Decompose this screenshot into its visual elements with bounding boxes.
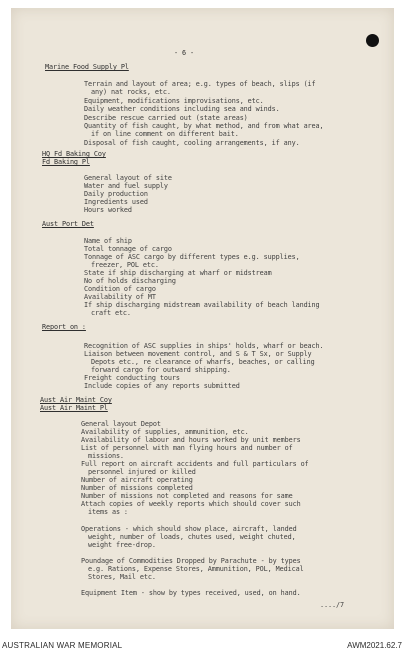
list-item: Number of missions completed [81, 484, 193, 492]
list-item: missions. [88, 452, 124, 460]
archive-footer [0, 638, 404, 653]
list-item: Freight conducting tours [84, 374, 180, 382]
list-item: Quantity of fish caught, by what method, and from what area, [84, 122, 324, 130]
list-item: any) nat rocks, etc. [91, 88, 171, 96]
section-heading-air-maint-coy: Aust Air Maint Coy [40, 396, 112, 404]
section-heading-port-det: Aust Port Det [42, 220, 94, 228]
list-item: Tonnage of ASC cargo by different types e.g. supplies, [84, 253, 300, 261]
list-item: No of holds discharging [84, 277, 176, 285]
list-item: Liaison between movement control, and S & T Sx, or Supply [84, 350, 312, 358]
list-item: Include copies of any reports submitted [84, 382, 240, 390]
section-heading-baking-coy: HQ Fd Baking Coy [42, 150, 106, 158]
list-item: Daily production [84, 190, 148, 198]
section-heading-air-maint-pl: Aust Air Maint Pl [40, 404, 108, 412]
list-item: e.g. Rations, Expense Stores, Ammunition, POL, Medical [88, 565, 304, 573]
list-item: Disposal of fish caught, cooling arrangements, if any. [84, 139, 300, 147]
list-item: Describe rescue carried out (state areas) [84, 114, 248, 122]
footer-institution: AUSTRALIAN WAR MEMORIAL [2, 641, 123, 650]
list-item: personnel injured or killed [88, 468, 196, 476]
list-item: If ship discharging midstream availability of beach landing [84, 301, 320, 309]
list-item: Depots etc., re clearance of wharfs, beaches, or calling [91, 358, 315, 366]
list-item: Condition of cargo [84, 285, 156, 293]
list-item: Attach copies of weekly reports which should cover such [81, 500, 301, 508]
list-item: Full report on aircraft accidents and full particulars of [81, 460, 309, 468]
section-heading-report-on: Report on : [42, 323, 86, 331]
list-item: craft etc. [91, 309, 131, 317]
continuation-marker: ..../7 [320, 601, 344, 609]
list-item: State if ship discharging at wharf or midstream [84, 269, 272, 277]
list-item: Availability of labour and hours worked by unit members [81, 436, 301, 444]
list-item: Availability of MT [84, 293, 156, 301]
list-item: Ingredients used [84, 198, 148, 206]
list-item: Availability of supplies, ammunition, etc. [81, 428, 249, 436]
list-item: Hours worked [84, 206, 132, 214]
list-item: Poundage of Commodities Dropped by Parachute - by types [81, 557, 301, 565]
list-item: Name of ship [84, 237, 132, 245]
document-page [11, 8, 394, 629]
section-heading-marine-food: Marine Food Supply Pl [45, 63, 129, 71]
list-item: Daily weather conditions including sea and winds. [84, 105, 280, 113]
footer-reference: AWM2021.62.7 [347, 641, 402, 650]
list-item: General layout Depot [81, 420, 161, 428]
list-item: Terrain and layout of area; e.g. types of beach, slips (if [84, 80, 316, 88]
list-item: General layout of site [84, 174, 172, 182]
page-number: - 6 - [174, 49, 194, 57]
list-item: weight, number of loads, chutes used, weight chuted, [88, 533, 296, 541]
section-heading-baking-pl: Fd Baking Pl [42, 158, 90, 166]
list-item: forward cargo for outward shipping. [91, 366, 231, 374]
list-item: if on line comment on different bait. [91, 130, 239, 138]
document-body [11, 8, 394, 629]
list-item: Equipment Item - show by types received, used, on hand. [81, 589, 301, 597]
list-item: Water and fuel supply [84, 182, 168, 190]
list-item: Stores, Mail etc. [88, 573, 156, 581]
list-item: freezer, POL etc. [91, 261, 159, 269]
list-item: Number of missions not completed and reasons for same [81, 492, 293, 500]
list-item: Total tonnage of cargo [84, 245, 172, 253]
list-item: Recognition of ASC supplies in ships' holds, wharf or beach. [84, 342, 324, 350]
list-item: items as : [88, 508, 128, 516]
list-item: Operations - which should show place, aircraft, landed [81, 525, 297, 533]
list-item: weight free-drop. [88, 541, 156, 549]
list-item: Number of aircraft operating [81, 476, 193, 484]
list-item: Equipment, modifications improvisations, etc. [84, 97, 264, 105]
list-item: List of personnel with man flying hours and number of [81, 444, 293, 452]
